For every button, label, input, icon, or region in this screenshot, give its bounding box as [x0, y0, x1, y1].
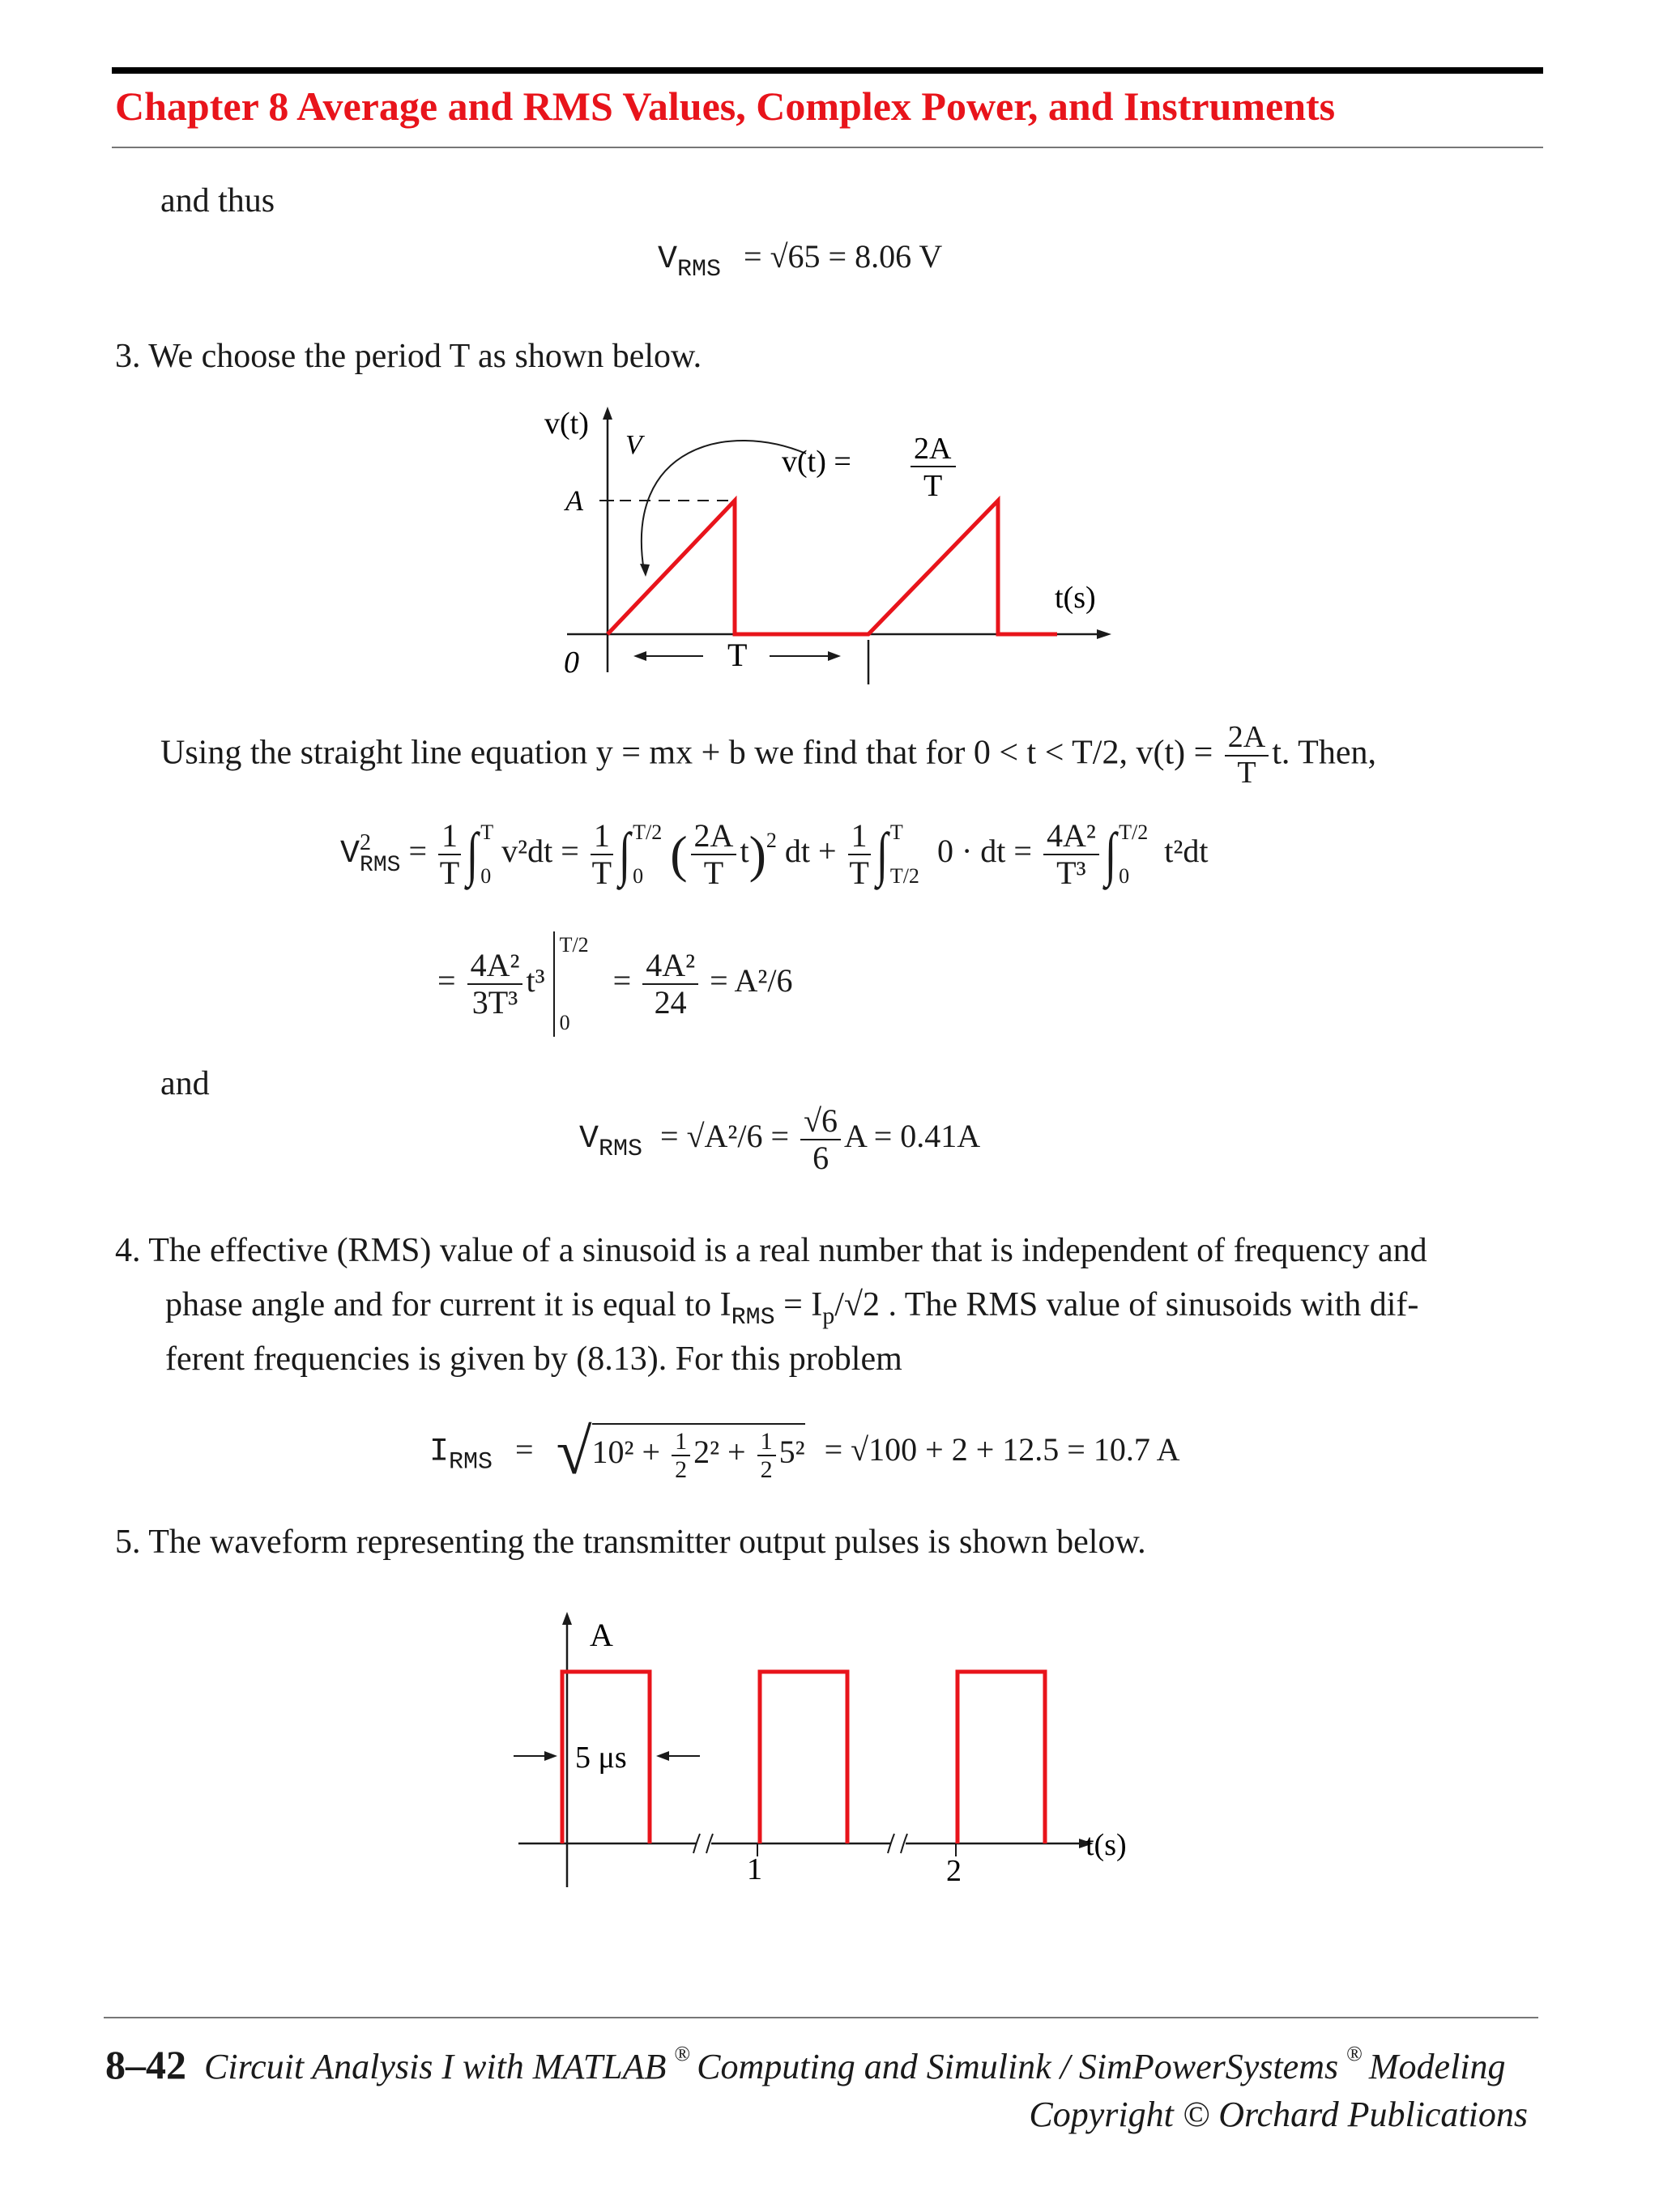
integral-sign-2: ∫: [618, 821, 631, 888]
vrms2b-eq2: =: [612, 962, 632, 999]
fig2-tick-2-label: 2: [946, 1854, 962, 1888]
vrms2b-tail: = A²/6: [710, 962, 793, 999]
header-divider: [112, 147, 1543, 148]
item-3-number: 3.: [115, 338, 141, 375]
fig1-t-axis-label: t(s): [1055, 581, 1096, 615]
fig2-width-label: 5 μs: [575, 1741, 627, 1775]
vrms2-v2dt: v²dt =: [501, 833, 579, 870]
line-eq-body: Using the straight line equation y = mx + b we find that for 0 < t < T/2, v(t) =: [160, 734, 1213, 772]
vrms3-frac-den: 6: [812, 1140, 830, 1176]
fig1-period-label: T: [727, 637, 748, 673]
limits-4: [1119, 822, 1148, 887]
chapter-title: Chapter 8 Average and RMS Values, Complex Power, and Instruments: [115, 83, 1336, 129]
line-eq-frac-den: T: [1237, 755, 1256, 790]
limit2-lower: 0: [633, 864, 644, 888]
vrms2-frac-4: [1043, 818, 1099, 891]
book-title-a: Circuit Analysis I with MATLAB: [204, 2047, 667, 2086]
fig1-a-label: A: [565, 484, 583, 517]
vrms2-lhs-sub: RMS: [360, 853, 401, 878]
vrms2-frac1-num: 1: [438, 818, 461, 855]
line-eq-text: [160, 721, 1376, 791]
limit2-upper: T/2: [633, 820, 663, 844]
item4-l2c: /√2 . The RMS value of sinusoids with dif-: [834, 1286, 1419, 1323]
eval-upper: T/2: [559, 933, 589, 957]
vrms2b-frac1-den: 3T³: [471, 984, 518, 1021]
vrms2-t: t: [740, 833, 749, 870]
vrms2-frac2-den: T: [591, 855, 612, 891]
eval-limits: [560, 935, 589, 1034]
vrms2-frac-2a: [691, 818, 737, 891]
item-4-line-2: [165, 1284, 1418, 1334]
vrms2b-eq1: =: [437, 962, 456, 999]
limit1-upper: T: [480, 820, 494, 844]
vrms2-frac2a-den: T: [703, 855, 724, 891]
vrms2b-frac-1: [467, 948, 523, 1021]
radicand: [592, 1423, 805, 1483]
vrms2b-frac-2: [642, 948, 698, 1021]
footer-rule: [104, 2017, 1538, 2018]
vrms3-frac: [800, 1103, 841, 1176]
limit4-lower: 0: [1119, 864, 1130, 888]
vrms3-lhs: V: [579, 1121, 599, 1158]
irms-tail: = √100 + 2 + 12.5 = 10.7 A: [824, 1430, 1180, 1468]
irms-equation: [429, 1416, 1180, 1490]
vrms2-lhs-scripts: [360, 832, 400, 877]
vrms3-frac-num: √6: [800, 1103, 841, 1140]
and-text: and: [160, 1065, 210, 1102]
limit3-lower: T/2: [889, 864, 919, 888]
integral-sign-3: ∫: [876, 821, 888, 888]
width-arrow-left-head: [544, 1751, 557, 1761]
vrms-equation-3: [579, 1103, 980, 1176]
vrms-squared-equation: [340, 818, 1208, 891]
integral-sign-4: ∫: [1104, 821, 1117, 888]
fig2-t-axis-label: t(s): [1085, 1828, 1127, 1862]
vrms-squared-equation-2: [437, 931, 792, 1037]
fig1-x-arrow: [1097, 629, 1111, 639]
limits-2: [633, 822, 662, 887]
item-5: [115, 1521, 1146, 1564]
fig1-pointer-head: [640, 564, 650, 577]
fig1-y-arrow: [603, 407, 612, 420]
pulse-figure: [502, 1604, 1150, 1895]
item-3-text: We choose the period T as shown below.: [148, 338, 702, 375]
vrms2-dt-plus: dt +: [784, 833, 837, 870]
item-4-line-1: [115, 1230, 1427, 1272]
vrms2-lhs: V: [340, 836, 360, 873]
limits-3: [890, 822, 919, 887]
sawtooth-figure: [486, 405, 1134, 697]
item-5-text: The waveform representing the transmitter output pulses is shown below.: [148, 1524, 1146, 1561]
irms-lhs: I: [429, 1434, 450, 1471]
fig2-y-arrow: [562, 1612, 572, 1625]
and-thus-text: and thus: [160, 182, 275, 219]
vrms-lhs: V: [658, 241, 678, 278]
vrms2b-frac2-num: 4A²: [642, 948, 698, 985]
vrms2-frac1-den: T: [439, 855, 460, 891]
irms-rad-c: 5²: [778, 1433, 805, 1470]
radical-sign: √: [556, 1417, 592, 1488]
vrms-lhs-sub: RMS: [677, 256, 722, 283]
line-eq-tail: t. Then,: [1272, 734, 1376, 772]
copyright-line: Copyright © Orchard Publications: [1029, 2095, 1528, 2134]
vrms2-frac4-den: T³: [1056, 855, 1086, 891]
fig1-eq-den: T: [923, 469, 943, 503]
fig1-zero-label: 0: [564, 646, 579, 680]
irms-rad-b: 2² +: [693, 1433, 746, 1470]
eval-lower: 0: [559, 1011, 570, 1034]
vrms2-square: 2: [766, 829, 777, 853]
fig1-eq-num: 2A: [914, 432, 952, 466]
limit3-upper: T: [889, 820, 903, 844]
sawtooth-waveform: [608, 501, 1057, 634]
evaluation-bar: [553, 931, 555, 1037]
limit4-upper: T/2: [1119, 820, 1149, 844]
fig1-eq-lhs: v(t) =: [782, 445, 851, 479]
item-5-number: 5.: [115, 1524, 141, 1561]
vrms2-zero-dt: 0 · dt =: [936, 833, 1032, 870]
fig1-period-arrowhead-right: [828, 651, 841, 661]
fig1-v-label: V: [625, 430, 642, 460]
item4-l2-sub: RMS: [731, 1304, 775, 1332]
vrms2-frac3-num: 1: [848, 818, 871, 855]
vrms2-frac2a-num: 2A: [691, 818, 737, 855]
vrms2-frac-1: [438, 818, 461, 891]
fig1-y-label: v(t): [544, 407, 589, 441]
header-rule: [112, 67, 1543, 74]
registered-mark-2: ®: [1346, 2042, 1363, 2065]
vrms3-tail: A = 0.41A: [844, 1118, 981, 1155]
integral-sign-1: ∫: [467, 821, 479, 888]
irms-half1-num: 1: [672, 1428, 690, 1456]
registered-mark-1: ®: [674, 2042, 691, 2065]
vrms3-mid: = √A²/6 =: [660, 1118, 790, 1155]
vrms2-eq-sign: =: [408, 833, 435, 870]
width-arrow-right-head: [656, 1751, 669, 1761]
vrms2b-frac1-num: 4A²: [467, 948, 523, 985]
item-4-line1-text: The effective (RMS) value of a sinusoid is a real number that is independent of frequency and: [148, 1232, 1427, 1269]
irms-eq-sign: =: [515, 1430, 534, 1468]
vrms2-t2dt: t²dt: [1164, 833, 1209, 870]
vrms2-lhs-sup: 2: [360, 830, 372, 855]
irms-half-1: [672, 1428, 690, 1483]
page-number: 8–42: [105, 2042, 186, 2087]
paren-close: ): [748, 825, 766, 883]
pulse-2: [760, 1672, 847, 1843]
pulse-3: [957, 1672, 1045, 1843]
item-4-line-3: ferent frequencies is given by (8.13). For this problem: [165, 1340, 902, 1378]
vrms3-lhs-sub: RMS: [599, 1136, 643, 1164]
fig1-period-arrowhead-left: [633, 651, 646, 661]
item-3: [115, 335, 702, 378]
line-eq-frac: [1225, 721, 1269, 791]
fig2-tick-1-label: 1: [747, 1852, 762, 1886]
vrms2-frac-2: [591, 818, 613, 891]
vrms2b-frac2-den: 24: [654, 984, 687, 1021]
limit1-lower: 0: [480, 864, 492, 888]
line-eq-frac-num: 2A: [1225, 721, 1269, 757]
book-title-c: Modeling: [1368, 2047, 1506, 2086]
vrms-equation-1: [658, 237, 942, 283]
paren-open: (: [670, 825, 688, 883]
item4-l2a: phase angle and for current it is equal to I: [165, 1286, 731, 1323]
item-4-number: 4.: [115, 1232, 141, 1269]
limits-1: [480, 822, 493, 887]
vrms2-frac3-den: T: [849, 855, 869, 891]
item4-l2-psub: p: [822, 1302, 835, 1329]
book-title-b: Computing and Simulink / SimPowerSystems: [697, 2047, 1339, 2086]
vrms2-frac-3: [848, 818, 871, 891]
footer-line-1: [105, 2041, 1506, 2088]
irms-rad-a: 10² +: [591, 1433, 661, 1470]
irms-half2-den: 2: [760, 1455, 773, 1483]
vrms2b-t3: t³: [526, 962, 545, 999]
irms-half2-num: 1: [757, 1428, 776, 1456]
irms-half-2: [757, 1428, 776, 1483]
vrms2-frac2-num: 1: [591, 818, 613, 855]
vrms2-frac4-num: 4A²: [1043, 818, 1099, 855]
fig2-a-label: A: [590, 1617, 613, 1653]
vrms-rhs: = √65 = 8.06 V: [744, 238, 943, 275]
irms-half1-den: 2: [675, 1455, 688, 1483]
irms-lhs-sub: RMS: [449, 1448, 493, 1477]
item4-l2b: = I: [774, 1286, 823, 1323]
